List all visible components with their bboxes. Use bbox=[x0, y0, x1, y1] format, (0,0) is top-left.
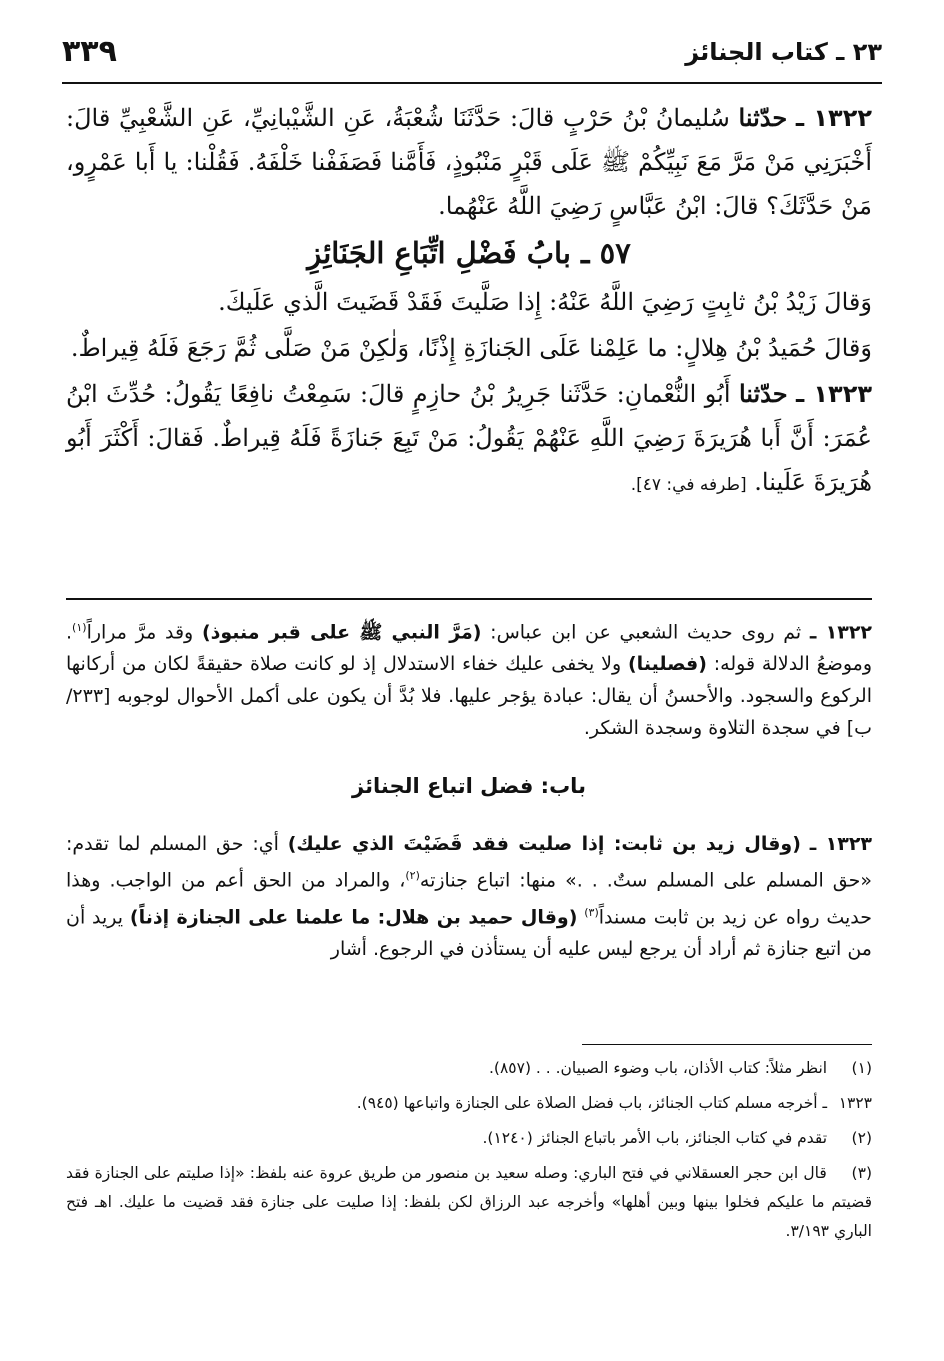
commentary-quote: (وقال زيد بن ثابت: إذا صليت فقد قَضَيْتَ الذي عليك) bbox=[287, 833, 801, 856]
hadith-body: سُليمانُ بْنُ حَرْبٍ قالَ: حَدَّثَنَا شُعْبَةُ، عَنِ الشَّيْبانِيِّ، عَنِ الشَّعْبِيِّ قالَ: أَخْبَرَنِي مَنْ مَرَّ مَعَ نَبِيِّكُمْ ﷺ عَلَى قَبْرٍ مَنْبُوذٍ، فَأَمَّنا فَصَفَفْنا خَلْفَهُ. فَقُلْنا: يا أَبا عَمْرٍو، مَنْ حَدَّثَكَ؟ قالَ: ابْنُ عَبَّاسٍ رَضِيَ اللَّهُ عَنْهُما. bbox=[66, 104, 872, 220]
footnote-text: تقدم في كتاب الجنائز، باب الأمر باتباع الجنائز (١٢٤٠). bbox=[482, 1129, 828, 1147]
commentary-quote: (فصلينا) bbox=[628, 653, 707, 676]
hadith-number: ١٣٢٢ ـ bbox=[795, 104, 872, 132]
commentary-number: ١٣٢٢ ـ bbox=[809, 621, 873, 644]
commentary-text: ولا يخفى عليك خفاء الاستدلال إذ لو كانت صلاة حقيقةً لكان من أركانها الركوع والسجود. والأحسنُ أن يقال: عبادة يؤجر عليها. فلا بُدَّ أن يكون على أكمل الأحوال لوجوبه [٢٣٣/ب] في سجدة التلاوة وسجدة الشكر. bbox=[66, 653, 872, 740]
footnote-marker: (٢) bbox=[405, 869, 420, 883]
commentary-1323 bbox=[66, 828, 872, 965]
hadith-number: ١٣٢٣ ـ bbox=[796, 380, 872, 408]
footnote-number: (١) bbox=[851, 1059, 872, 1077]
bab-title: ٥٧ ـ بابُ فَضْلِ اتِّبَاعِ الجَنَائِزِ bbox=[307, 236, 631, 270]
commentary bbox=[66, 612, 872, 975]
commentary-text: ثم روى حديث الشعبي عن ابن عباس: bbox=[490, 621, 802, 644]
footnote bbox=[66, 1089, 872, 1118]
footnote-number: (٣) bbox=[851, 1164, 872, 1182]
footnote-text: انظر مثلاً: كتاب الأذان، باب وضوء الصبيان. . . (٨٥٧). bbox=[488, 1059, 828, 1077]
commentary-text: وقد مرَّ مراراً bbox=[86, 621, 194, 644]
commentary-quote: (مَرَّ النبي ﷺ على قبر منبوذ) bbox=[201, 621, 482, 644]
footnote-text: ـ أخرجه مسلم كتاب الجنائز، باب فضل الصلاة على الجنازة واتباعها (٩٤٥). bbox=[356, 1094, 828, 1112]
footnote bbox=[66, 1124, 872, 1153]
footnote-marker: (١) bbox=[72, 621, 87, 634]
commentary-1322 bbox=[66, 612, 872, 744]
commentary-quote: (وقال حميد بن هلال: ما علمنا على الجنازة إذناً) bbox=[129, 905, 578, 928]
hadith-1322 bbox=[66, 96, 872, 228]
chapter-title: ٢٣ ـ كتاب الجنائز bbox=[685, 38, 882, 66]
footnote bbox=[66, 1054, 872, 1083]
section-divider bbox=[66, 598, 872, 600]
footnote-number: ١٣٢٣ bbox=[838, 1094, 872, 1112]
commentary-text: يريد أن من اتبع جنازة ثم أراد أن يرجع ليس عليه أن يستأذن في الرجوع. أشار bbox=[66, 905, 872, 960]
commentary-bab-title: باب: فضل اتباع الجنائز bbox=[352, 774, 586, 799]
footnote-text: قال ابن حجر العسقلاني في فتح الباري: وصله سعيد بن منصور من طريق عروة عنه بلفظ: «إذا صليتم على الجنازة فقد قضيتم ما عليكم فخلوا بينها وبين أهلها» وأخرجه عبد الرزاق لكن بلفظ: إذا صليت على جنازة فقد قضيت ما عليك. اهـ فتح الباري ٣/١٩٣. bbox=[66, 1164, 872, 1240]
cross-reference: [طرفه في: ٤٧]. bbox=[630, 475, 747, 495]
footnote-number: (٢) bbox=[851, 1129, 872, 1147]
footnotes bbox=[66, 1054, 872, 1252]
hadith-lead: حدّثنا bbox=[738, 379, 788, 408]
commentary-text: . وموضعُ الدلالة قوله: bbox=[66, 621, 873, 676]
hadith-1323 bbox=[66, 372, 872, 507]
hadith-text bbox=[66, 96, 872, 509]
commentary-number: ١٣٢٣ ـ bbox=[809, 833, 873, 856]
commentary-text: أي: حق المسلم لما تقدم: «حق المسلم على المسلم ستٌ. . .» منها: اتباع جنازته bbox=[66, 833, 872, 892]
footnote bbox=[66, 1159, 872, 1246]
athar-humayd: وَقالَ حُمَيدُ بْنُ هِلالٍ: ما عَلِمْنا عَلَى الجَنازَةِ إِذْنًا، وَلٰكِنْ مَنْ صَلَّى ثُمَّ رَجَعَ فَلَهُ قِيراطٌ. bbox=[70, 334, 872, 362]
page-header bbox=[62, 30, 882, 84]
page-number: ٣٣٩ bbox=[62, 34, 117, 69]
footnote-divider bbox=[582, 1044, 872, 1045]
hadith-body: أَبُو النُّعْمانِ: حَدَّثَنا جَرِيرُ بْنُ حازِمٍ قالَ: سَمِعْتُ نافِعًا يَقُولُ: حُدِّثَ ابْنُ عُمَرَ: أَنَّ أَبا هُرَيرَةَ رَضِيَ اللَّهِ عَنْهُمْ يَقُولُ: مَنْ تَبِعَ جَنازَةً فَلَهُ قِيراطٌ. فَقالَ: أَكْثَرَ أَبُو هُرَيرَةَ عَلَينا. bbox=[66, 380, 872, 496]
footnote-marker: (٣) bbox=[584, 905, 599, 919]
commentary-text: ، والمراد من الحق أعم من الواجب. وهذا حديث رواه عن زيد بن ثابت مسنداً bbox=[66, 869, 872, 928]
athar-zayd: وَقالَ زَيْدُ بْنُ ثابِتٍ رَضِيَ اللَّهُ عَنْهُ: إِذا صَلَّيتَ فَقَدْ قَضَيتَ الَّذي عَلَيكَ. bbox=[218, 288, 872, 316]
hadith-lead: حدّثنا bbox=[738, 103, 788, 132]
